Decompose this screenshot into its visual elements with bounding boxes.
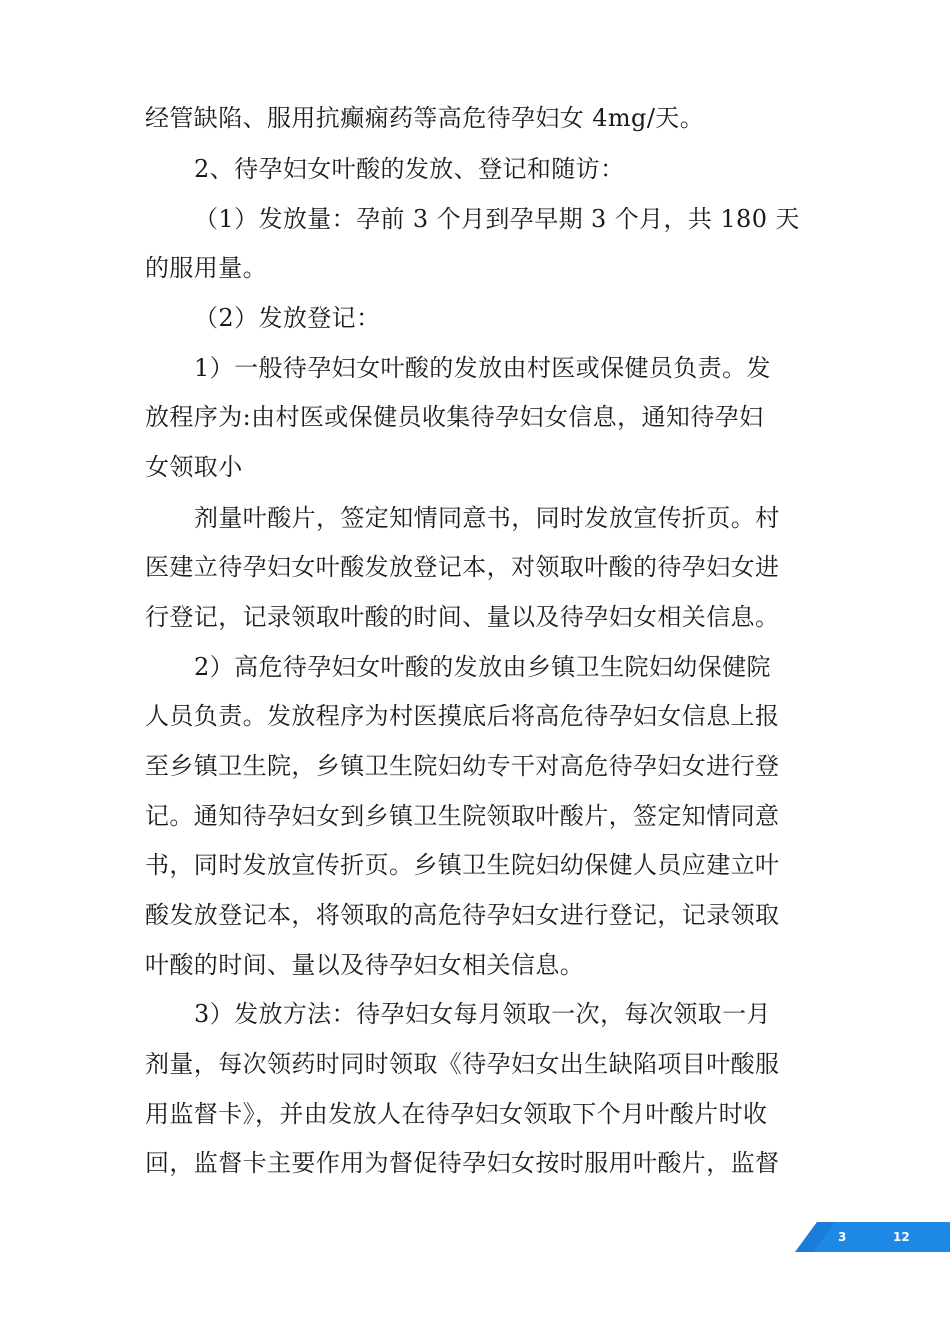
- current-page-number: 3: [838, 1230, 847, 1244]
- text-line: （1）发放量：孕前 3 个月到孕早期 3 个月，共 180 天: [194, 205, 800, 233]
- page-footer-band: [795, 1222, 950, 1252]
- text-line: （2）发放登记：: [194, 304, 381, 332]
- text-line: 的服用量。: [145, 254, 267, 282]
- text-line: 记。通知待孕妇女到乡镇卫生院领取叶酸片，签定知情同意: [145, 802, 780, 830]
- text-line: 女领取小: [145, 453, 243, 481]
- text-line: 放程序为:由村医或保健员收集待孕妇女信息，通知待孕妇: [145, 403, 764, 431]
- text-line: 书，同时发放宣传折页。乡镇卫生院妇幼保健人员应建立叶: [145, 851, 780, 879]
- text-line: 剂量，每次领药时同时领取《待孕妇女出生缺陷项目叶酸服: [145, 1050, 780, 1078]
- text-line: 2、待孕妇女叶酸的发放、登记和随访：: [194, 155, 625, 183]
- text-line: 2）高危待孕妇女叶酸的发放由乡镇卫生院妇幼保健院: [194, 653, 771, 681]
- text-line: 经管缺陷、服用抗癫痫药等高危待孕妇女 4mg/天。: [145, 104, 705, 132]
- total-pages-number: 12: [893, 1230, 910, 1244]
- text-line: 至乡镇卫生院，乡镇卫生院妇幼专干对高危待孕妇女进行登: [145, 752, 780, 780]
- text-line: 用监督卡》，并由发放人在待孕妇女领取下个月叶酸片时收: [145, 1100, 768, 1128]
- text-line: 叶酸的时间、量以及待孕妇女相关信息。: [145, 951, 585, 979]
- text-line: 3）发放方法：待孕妇女每月领取一次，每次领取一月: [194, 1000, 771, 1028]
- text-line: 回，监督卡主要作用为督促待孕妇女按时服用叶酸片，监督: [145, 1149, 780, 1177]
- text-line: 1）一般待孕妇女叶酸的发放由村医或保健员负责。发: [194, 354, 771, 382]
- footer-band-shape: [795, 1222, 950, 1252]
- text-line: 人员负责。发放程序为村医摸底后将高危待孕妇女信息上报: [145, 702, 780, 730]
- text-line: 酸发放登记本，将领取的高危待孕妇女进行登记，记录领取: [145, 901, 780, 929]
- text-line: 医建立待孕妇女叶酸发放登记本，对领取叶酸的待孕妇女进: [145, 553, 780, 581]
- text-line: 行登记，记录领取叶酸的时间、量以及待孕妇女相关信息。: [145, 603, 780, 631]
- text-line: 剂量叶酸片，签定知情同意书，同时发放宣传折页。村: [194, 504, 780, 532]
